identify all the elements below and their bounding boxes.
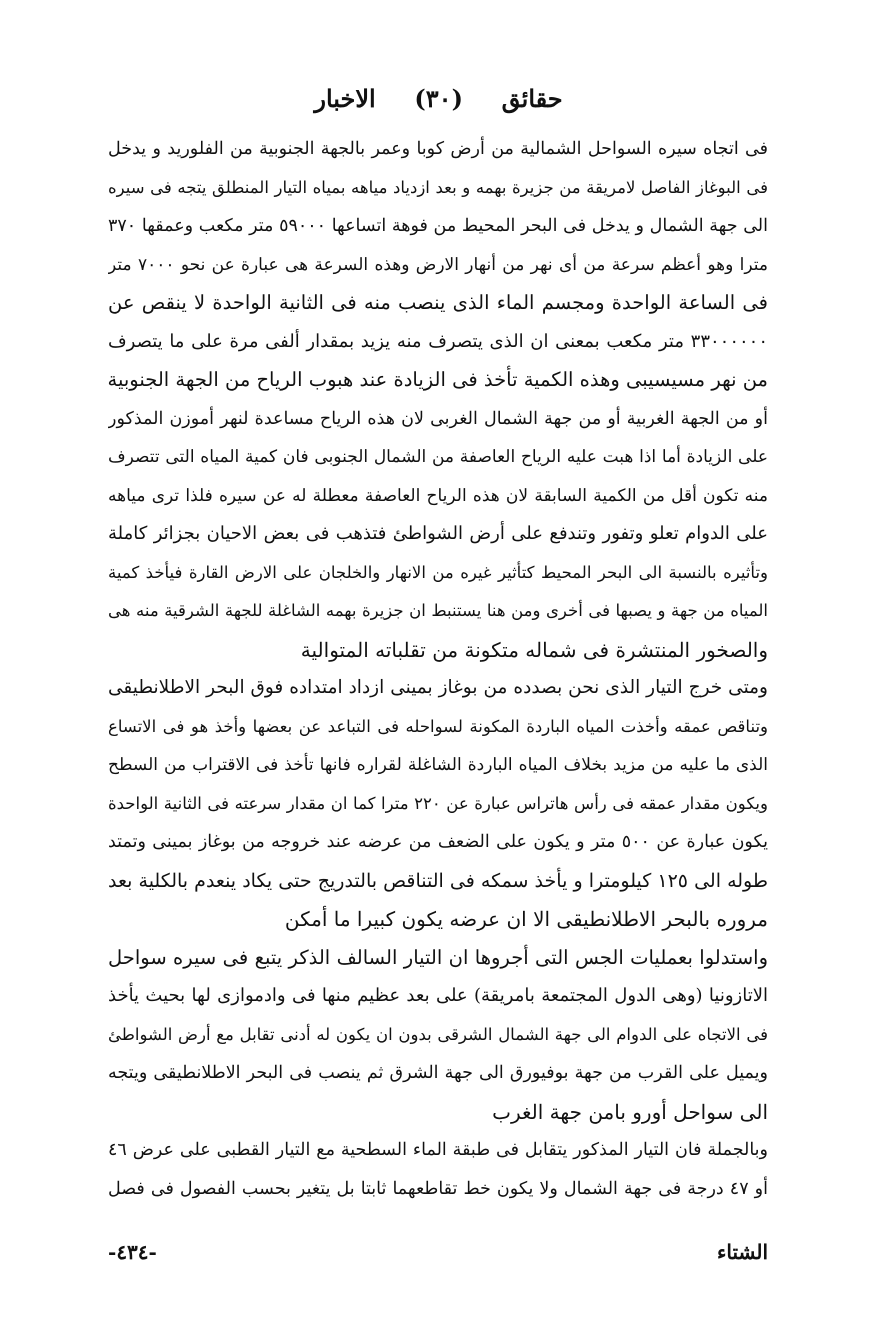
page-number: -٤٣٤- — [108, 1240, 157, 1264]
text-line: من نهر مسيسيبى وهذه الكمية تأخذ فى الزيادة عند هبوب الرياح من الجهة الجنوبية — [108, 368, 768, 391]
text-line: واستدلوا بعمليات الجس التى أجروها ان التيار السالف الذكر يتبع فى سيره سواحل — [108, 945, 768, 969]
text-line: فى اتجاه سيره السواحل الشمالية من أرض كوبا وعمر بالجهة الجنوبية من الفلوريد و يدخل — [108, 139, 768, 159]
text-line: والصخور المنتشرة فى شماله متكونة من تقلباته المتوالية — [300, 637, 768, 662]
text-line: الذى ما عليه من مزيد بخلاف المياه الباردة الشاغلة لقراره فانها تأخذ فى الاقتراب من السطح — [108, 755, 768, 775]
text-line: وتناقص عمقه وأخذت المياه الباردة المكونة لسواحله فى التباعد عن بعضها وأخذ هو فى الاتساع — [108, 716, 768, 736]
text-line: منه تكون أقل من الكمية السابقة لان هذه الرياح العاصفة معطلة له عن سيره فلذا ترى مياهه — [108, 485, 768, 506]
text-line: على الزيادة أما اذا هبت عليه الرياح العاصفة من الشمال الجنوبى فان كمية المياه التى تتصرف — [108, 447, 768, 467]
text-line: على الدوام تعلو وتفور وتندفع على أرض الشواطئ فتذهب فى بعض الاحيان بجزائر كاملة — [108, 523, 768, 544]
text-line: الاتازونيا (وهى الدول المجتمعة بامريقة) على بعد عظيم منها فى وادموازى لها بحيث يأخذ — [108, 985, 768, 1006]
text-line: مترا وهو أعظم سرعة من أى نهر من أنهار الارض وهذه السرعة هى عبارة عن نحو ٧٠٠٠ متر — [108, 254, 768, 275]
text-line: المياه من جهة و يصبها فى أخرى ومن هنا يستنبط ان جزيرة بهمه الشاغلة للجهة الشرقية منه هى — [108, 601, 768, 620]
text-line: ويميل على القرب من جهة بوفيورق الى جهة الشرق ثم ينصب فى البحر الاطلانطيقى ويتجه — [108, 1063, 768, 1083]
text-line: فى الساعة الواحدة ومجسم الماء الذى ينصب منه فى الثانية الواحدة لا ينقص عن — [108, 291, 768, 314]
text-line: الى جهة الشمال و يدخل فى البحر المحيط من فوهة اتساعها ٥٩٠٠٠ متر مكعب وعمقها ٣٧٠ — [108, 216, 768, 236]
header-title-left: حقائق — [501, 84, 563, 113]
text-line: ويكون مقدار عمقه فى رأس هاتراس عبارة عن ٢٢٠ مترا كما ان مقدار سرعته فى الثانية الواحدة — [108, 793, 768, 813]
text-line: يكون عبارة عن ٥٠٠ متر و يكون على الضعف من عرضه عند خروجه من بوغاز بمينى وتمتد — [108, 832, 768, 852]
running-header — [0, 84, 877, 113]
text-line: أو ٤٧ درجة فى جهة الشمال ولا يكون خط تقاطعهما ثابتا بل يتغير بحسب الفصول فى فصل — [108, 1178, 768, 1199]
catchword: الشتاء — [716, 1240, 768, 1264]
text-line: ٣٣٠٠٠٠٠٠ متر مكعب بمعنى ان الذى يتصرف منه يزيد بمقدار ألفى مرة على ما يتصرف — [108, 330, 768, 352]
text-line: فى الاتجاه على الدوام الى جهة الشمال الشرقى بدون ان يكون له أدنى تقابل مع أرض الشواطئ — [108, 1024, 768, 1044]
text-line: أو من الجهة الغربية أو من جهة الشمال الغربى لان هذه الرياح مساعدة لنهر أموزن المذكور — [108, 408, 768, 429]
text-line: مروره بالبحر الاطلانطيقى الا ان عرضه يكون كبيرا ما أمكن — [284, 907, 768, 931]
text-line: وبالجملة فان التيار المذكور يتقابل فى طبقة الماء السطحية مع التيار القطبى على عرض ٤٦ — [108, 1140, 768, 1160]
chapter-number: (٣٠) — [414, 84, 463, 113]
text-line: فى البوغاز الفاصل لامريقة من جزيرة بهمه و بعد ازدياد مياهه بمياه التيار المنطلق يتجه فى سيره — [108, 177, 768, 197]
header-title-right: الاخبار — [314, 84, 376, 113]
text-line: طوله الى ١٢٥ كيلومترا و يأخذ سمكه فى التناقص بالتدريج حتى يكاد ينعدم بالكلية بعد — [108, 869, 768, 892]
text-line: الى سواحل أورو بامن جهة الغرب — [492, 1099, 768, 1124]
text-line: ومتى خرج التيار الذى نحن بصدده من بوغاز بمينى ازداد امتداده فوق البحر الاطلانطيقى — [108, 677, 768, 698]
text-line: وتأثيره بالنسبة الى البحر المحيط كتأثير غيره من الانهار والخلجان على الارض القارة فيأخذ كمية — [108, 562, 768, 582]
page-body-text — [108, 130, 768, 1208]
